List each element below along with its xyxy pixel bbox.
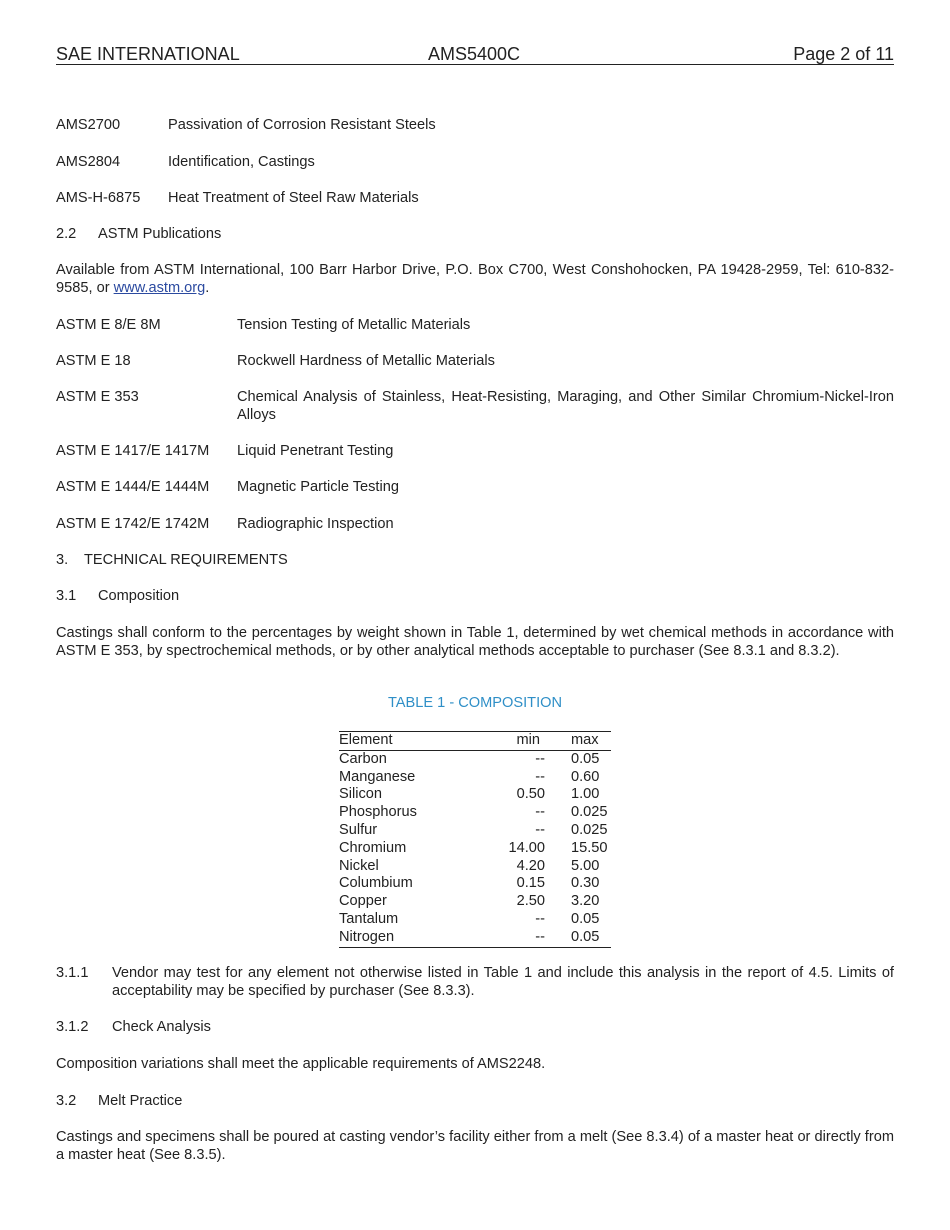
ref-code: AMS-H-6875: [56, 190, 141, 206]
cell-element: Sulfur: [339, 821, 378, 838]
availability-end: .: [205, 280, 210, 296]
header-max: max: [571, 732, 599, 748]
cell-min: --: [535, 910, 545, 927]
table-row: [339, 929, 611, 947]
cell-max: 15.50: [571, 839, 608, 856]
cell-min: 14.00: [508, 839, 545, 856]
check-analysis-paragraph: Composition variations shall meet the applicable requirements of AMS2248.: [56, 1056, 546, 1072]
ref-code: ASTM E 8/E 8M: [56, 317, 161, 333]
page-header: [56, 44, 894, 65]
cell-element: Copper: [339, 893, 387, 910]
table-row: [339, 858, 611, 876]
ref-title: Radiographic Inspection: [237, 516, 394, 532]
ref-code: ASTM E 1742/E 1742M: [56, 516, 210, 532]
ref-code: AMS2804: [56, 154, 121, 170]
section-title: Melt Practice: [98, 1093, 183, 1109]
cell-element: Columbium: [339, 875, 413, 892]
ref-code: ASTM E 18: [56, 353, 131, 369]
header-page-number: Page 2 of 11: [793, 44, 894, 64]
section-title: Check Analysis: [112, 1019, 211, 1035]
cell-min: --: [535, 821, 545, 838]
header-min: min: [516, 732, 540, 748]
table-row: [339, 822, 611, 840]
cell-element: Silicon: [339, 786, 382, 803]
cell-max: 5.00: [571, 857, 600, 874]
ref-title: Heat Treatment of Steel Raw Materials: [168, 190, 419, 206]
table-row: [339, 911, 611, 929]
ref-title: Chemical Analysis of Stainless, Heat-Resisting, Maraging, and Other Similar Chromium-Nickel-Iron Alloys: [237, 389, 894, 423]
ref-code: ASTM E 1417/E 1417M: [56, 443, 210, 459]
ref-title: Liquid Penetrant Testing: [237, 443, 394, 459]
cell-min: --: [535, 804, 545, 821]
section-title: ASTM Publications: [98, 226, 222, 242]
header-doc-number: AMS5400C: [428, 44, 521, 64]
ref-code: ASTM E 1444/E 1444M: [56, 479, 210, 495]
cell-min: --: [535, 928, 545, 945]
ref-title: Identification, Castings: [168, 154, 315, 170]
cell-max: 0.025: [571, 804, 608, 821]
ref-title: Tension Testing of Metallic Materials: [237, 317, 471, 333]
section-number: 2.2: [56, 226, 77, 242]
cell-min: 2.50: [516, 893, 545, 910]
cell-min: 4.20: [516, 857, 545, 874]
cell-element: Manganese: [339, 768, 416, 785]
composition-table: [339, 731, 611, 948]
cell-element: Tantalum: [339, 910, 399, 927]
table-row: [339, 840, 611, 858]
cell-max: 1.00: [571, 786, 600, 803]
cell-min: 0.50: [516, 786, 545, 803]
table-row: [339, 786, 611, 804]
cell-element: Nickel: [339, 857, 379, 874]
table-row: [339, 893, 611, 911]
section-title: TECHNICAL REQUIREMENTS: [84, 552, 288, 568]
section-number: 3.1.1: [56, 965, 89, 981]
section-number: 3.2: [56, 1093, 77, 1109]
table-row: [339, 751, 611, 769]
cell-min: --: [535, 750, 545, 767]
cell-min: --: [535, 768, 545, 785]
composition-paragraph: Castings shall conform to the percentages by weight shown in Table 1, determined by wet chemical methods in accordance with ASTM E 353, by spectrochemical methods, or by other analytical methods acceptable to purchaser (See 8.3.1 and 8.3.2).: [56, 625, 894, 659]
cell-element: Nitrogen: [339, 928, 395, 945]
cell-max: 0.05: [571, 750, 600, 767]
table-1-title: TABLE 1 - COMPOSITION: [387, 695, 563, 711]
cell-max: 0.05: [571, 910, 600, 927]
section-number: 3.1: [56, 588, 77, 604]
cell-max: 3.20: [571, 893, 600, 910]
cell-max: 0.05: [571, 928, 600, 945]
cell-max: 0.60: [571, 768, 600, 785]
ref-code: ASTM E 353: [56, 389, 139, 405]
table-header-row: [339, 732, 611, 751]
table-row: [339, 804, 611, 822]
astm-availability-paragraph: [56, 261, 894, 297]
section-number: 3.1.2: [56, 1019, 89, 1035]
table-row: [339, 875, 611, 893]
ref-title: Magnetic Particle Testing: [237, 479, 399, 495]
cell-min: 0.15: [516, 875, 545, 892]
ref-title: Rockwell Hardness of Metallic Materials: [237, 353, 495, 369]
cell-max: 0.025: [571, 821, 608, 838]
ref-title: Passivation of Corrosion Resistant Steels: [168, 117, 436, 133]
header-org: SAE INTERNATIONAL: [56, 44, 240, 64]
ref-code: AMS2700: [56, 117, 121, 133]
cell-element: Phosphorus: [339, 804, 417, 821]
section-number: 3.: [56, 552, 69, 568]
availability-text: Available from ASTM International, 100 Barr Harbor Drive, P.O. Box C700, West Conshohocken, PA 19428-2959, Tel: 610-832-9585, or: [56, 262, 894, 296]
header-element: Element: [339, 732, 393, 748]
table-row: [339, 769, 611, 787]
astm-website-link[interactable]: www.astm.org: [113, 280, 206, 296]
section-title: Composition: [98, 588, 180, 604]
section-text: Vendor may test for any element not otherwise listed in Table 1 and include this analysis in the report of 4.5. Limits of acceptability may be specified by purchaser (See 8.3.3).: [112, 965, 894, 999]
melt-practice-paragraph: Castings and specimens shall be poured at casting vendor’s facility either from a melt (See 8.3.4) of a master heat or directly from a master heat (See 8.3.5).: [56, 1129, 894, 1163]
cell-element: Chromium: [339, 839, 407, 856]
cell-element: Carbon: [339, 750, 387, 767]
cell-max: 0.30: [571, 875, 600, 892]
